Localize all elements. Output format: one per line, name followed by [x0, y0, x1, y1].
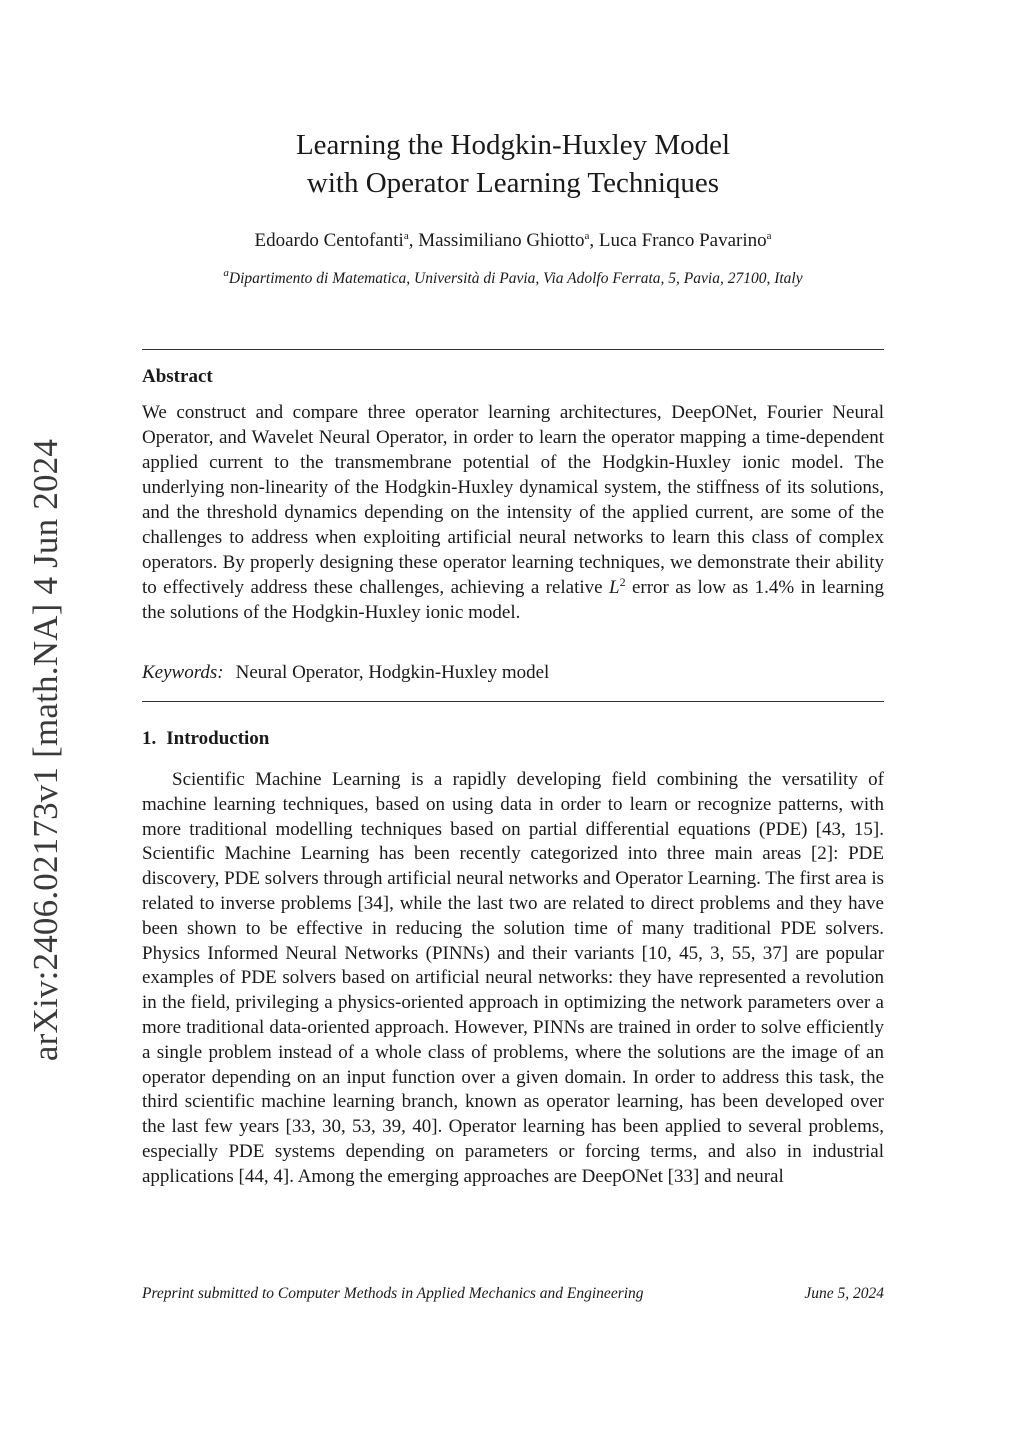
page-footer: [142, 1285, 884, 1303]
section-heading-introduction: [142, 728, 269, 750]
title-line-1: Learning the Hodgkin-Huxley Model: [295, 129, 731, 161]
author-name: Edoardo Centofanti: [254, 230, 404, 251]
abstract-bottom-rule: [142, 701, 884, 702]
arxiv-side-stamp: [20, 430, 72, 1070]
arxiv-identifier: arXiv:2406.02173v1 [math.NA] 4 Jun 2024: [26, 438, 65, 1062]
paper-title: [142, 126, 884, 202]
author-affil-mark: a: [584, 230, 590, 242]
abstract-top-rule: [142, 349, 884, 350]
title-line-2: with Operator Learning Techniques: [306, 167, 720, 199]
abstract-body: [142, 400, 884, 625]
affiliation: [142, 269, 884, 289]
affiliation-text: Dipartimento di Matematica, Università di Pavia, Via Adolfo Ferrata, 5, Pavia, 27100, Italy: [228, 270, 803, 287]
author-name: Luca Franco Pavarino: [598, 230, 767, 251]
author-list: Edoardo Centofanti$^a$, Massimiliano Ghiotto$^a$, Luca Franco Pavarino$^a$: [254, 230, 772, 251]
footer-date: June 5, 2024: [804, 1285, 884, 1302]
affiliation-mark: a: [223, 267, 229, 279]
abstract-text-part-2: error as low as 1.4% in learning the solutions of the Hodgkin-Huxley ionic model.: [142, 577, 884, 623]
author-name: Massimiliano Ghiotto: [418, 230, 585, 251]
section-number: 1.: [142, 728, 157, 749]
abstract-l-symbol: L: [609, 577, 620, 598]
keywords-value: Neural Operator, Hodgkin-Huxley model: [235, 662, 550, 683]
section-title: Introduction: [166, 728, 270, 749]
introduction-paragraph: Scientific Machine Learning is a rapidly developing field combining the versatility of machine learning techniques, based on using data in order to learn or recognize patterns, with more traditional modelling techniques based on partial differential equations (PDE) [43, 15]. Scientific Machine Learning has been recently categorized into three main areas [2]: PDE discovery, PDE solvers through artificial neural networks and Operator Learning. The first area is related to inverse problems [34], while the last two are related to direct problems and they have been shown to be effective in reducing the solution time of many traditional PDE solvers. Physics Informed Neural Networks (PINNs) and their variants [10, 45, 3, 55, 37] are popular examples of PDE solvers based on artificial neural networks: they have represented a revolution in the field, privileging a physics-oriented approach in optimizing the network parameters over a more traditional data-oriented approach. However, PINNs are trained in order to solve efficiently a single problem instead of a whole class of problems, where the solutions are the image of an operator depending on an input function over a given domain. In order to address this task, the third scientific machine learning branch, known as operator learning, has been developed over the last few years [33, 30, 53, 39, 40]. Operator learning has been applied to several problems, especially PDE systems depending on parameters or forcing terms, and also in industrial applications [44, 4]. Among the emerging approaches are DeepONet [33] and neural: [142, 769, 884, 1187]
abstract-heading: Abstract: [142, 366, 213, 387]
author-affil-mark: a: [403, 230, 409, 242]
keywords-label: Keywords:: [142, 662, 224, 683]
abstract-l-exponent: 2: [619, 575, 626, 589]
footer-submission-note: Preprint submitted to Computer Methods in Applied Mechanics and Engineering: [142, 1285, 644, 1302]
keywords: [142, 660, 884, 685]
abstract-text-part-1: We construct and compare three operator learning architectures, DeepONet, Fourier Neural Operator, and Wavelet Neural Operator, in order to learn the operator mapping a time-dependent applied current to the transmembrane potential of the Hodgkin-Huxley ionic model. The underlying non-linearity of the Hodgkin-Huxley dynamical system, the stiffness of its solutions, and the threshold dynamics depending on the intensity of the applied current, are some of the challenges to address when exploiting artificial neural networks to learn this class of complex operators. By properly designing these operator learning techniques, we demonstrate their ability to effectively address these challenges, achieving a relative: [142, 402, 884, 598]
author-affil-mark: a: [766, 230, 772, 242]
